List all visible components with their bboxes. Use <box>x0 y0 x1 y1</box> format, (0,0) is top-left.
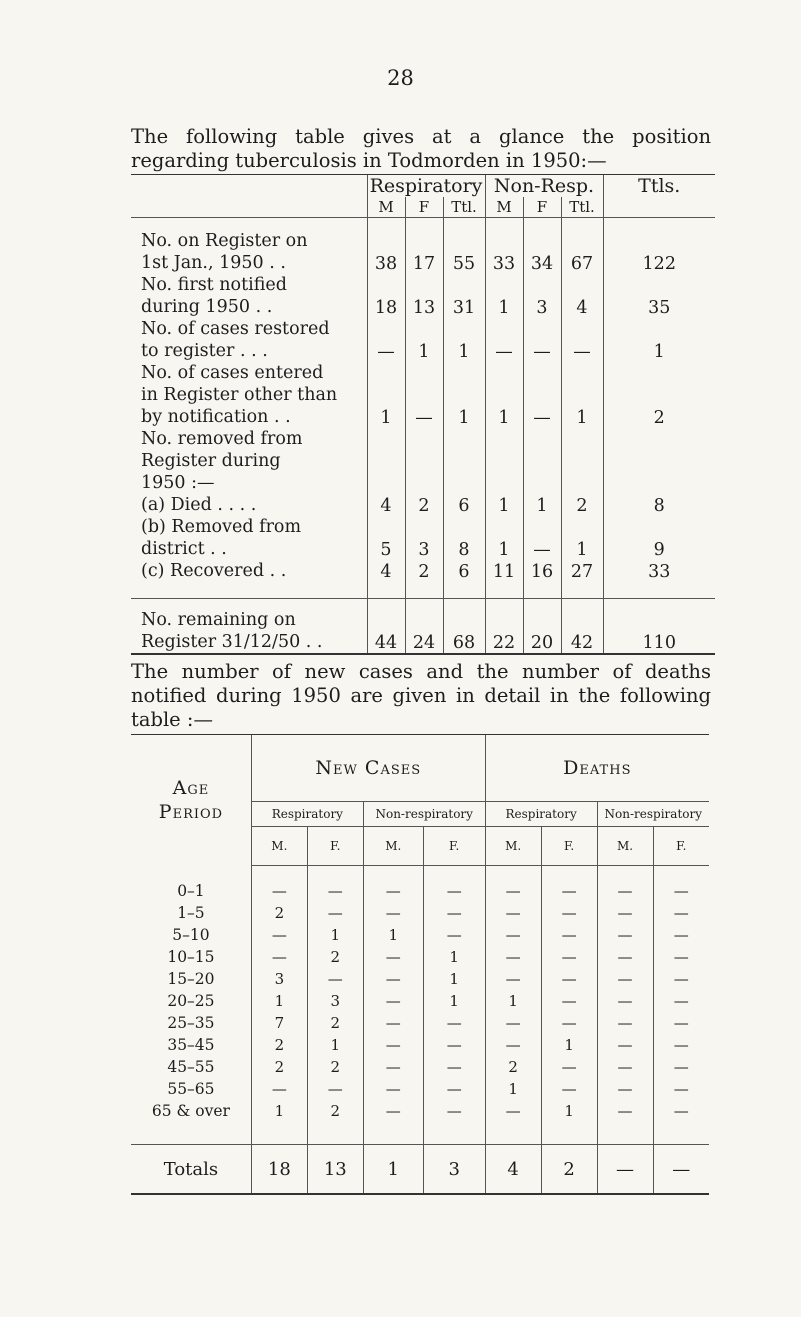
value-cell: 1 <box>485 362 523 428</box>
row-label-line: Register during <box>141 451 281 471</box>
row-label <box>131 274 367 318</box>
count-cell: — <box>541 924 597 946</box>
header-new-cases: New Cases <box>251 735 485 802</box>
count-cell: — <box>423 1078 485 1100</box>
value-cell: 4 <box>367 494 405 516</box>
count-cell: — <box>597 1078 653 1100</box>
spacer-cell <box>523 582 561 598</box>
count-cell: 2 <box>307 1056 363 1078</box>
spacer-cell <box>131 1122 251 1145</box>
count-cell: — <box>597 902 653 924</box>
row-label-line: No. of cases restored <box>141 319 330 339</box>
totals-cell: 1 <box>363 1145 423 1195</box>
spacer-cell <box>443 582 485 598</box>
spacer-cell <box>363 1122 423 1145</box>
spacer-cell <box>597 1122 653 1145</box>
spacer-cell <box>653 1122 709 1145</box>
sex-header: F. <box>307 827 363 866</box>
count-cell: — <box>485 1034 541 1056</box>
row-label-line: (c) Recovered . . <box>141 561 287 581</box>
age-cell: 15–20 <box>167 970 215 988</box>
value-cell: — <box>523 516 561 560</box>
value-cell <box>603 428 715 494</box>
totals-row <box>131 1145 709 1195</box>
count-cell: — <box>597 1100 653 1122</box>
count-cell: — <box>541 1056 597 1078</box>
totals-cell: — <box>653 1145 709 1195</box>
count-cell: — <box>251 946 307 968</box>
register-rows <box>131 218 715 599</box>
value-cell: 27 <box>561 560 603 582</box>
row-label-line: No. first notified <box>141 275 287 295</box>
count-cell: — <box>541 902 597 924</box>
age-cell: 35–45 <box>167 1036 215 1054</box>
count-cell: 2 <box>307 1012 363 1034</box>
row-label <box>131 428 367 494</box>
count-cell: 1 <box>423 990 485 1012</box>
value-cell: 2 <box>603 362 715 428</box>
row-label <box>131 318 367 362</box>
row-label-line: 1st Jan., 1950 . . <box>141 253 286 273</box>
count-cell: — <box>653 902 709 924</box>
subgroup-new-respiratory: Respiratory <box>251 802 363 827</box>
row-label-line: district . . <box>141 539 227 559</box>
count-cell: — <box>363 866 423 903</box>
spacer-cell <box>251 1122 307 1145</box>
value-cell: 34 <box>523 218 561 275</box>
value-cell <box>405 428 443 494</box>
row-label-line: No. on Register on <box>141 231 308 251</box>
count-cell: — <box>541 946 597 968</box>
age-row <box>131 946 709 968</box>
value-cell: 4 <box>367 560 405 582</box>
count-cell: — <box>597 866 653 903</box>
row-label-line: 1950 :— <box>141 473 215 493</box>
count-cell: — <box>653 1100 709 1122</box>
row-label-line: in Register other than <box>141 385 338 405</box>
sex-header: M. <box>251 827 307 866</box>
count-cell: — <box>597 990 653 1012</box>
count-cell: 2 <box>251 902 307 924</box>
header-totals: Ttls. <box>603 175 715 218</box>
count-cell: — <box>423 1100 485 1122</box>
totals-cell: 2 <box>541 1145 597 1195</box>
count-cell: 7 <box>251 1012 307 1034</box>
subheader-resp-f: F <box>405 197 443 218</box>
register-row <box>131 362 715 428</box>
tuberculosis-register-table <box>131 174 715 655</box>
value-cell: 9 <box>603 516 715 560</box>
age-row <box>131 866 709 903</box>
row-label <box>131 560 367 582</box>
register-row <box>131 218 715 275</box>
value-cell: 8 <box>603 494 715 516</box>
sex-header: M. <box>485 827 541 866</box>
count-cell: — <box>541 1078 597 1100</box>
count-cell: — <box>653 990 709 1012</box>
value-cell: 3 <box>523 274 561 318</box>
count-cell: — <box>485 1012 541 1034</box>
header-non-resp: Non-Resp. <box>485 175 603 198</box>
value-cell: 2 <box>405 494 443 516</box>
value-cell: 122 <box>603 218 715 275</box>
count-cell: — <box>423 866 485 903</box>
spacer-row <box>131 582 715 598</box>
count-cell: 1 <box>423 968 485 990</box>
count-cell: — <box>363 968 423 990</box>
value-cell: 1 <box>485 494 523 516</box>
count-cell: — <box>597 1056 653 1078</box>
spacer-cell <box>131 582 367 598</box>
row-label <box>131 362 367 428</box>
value-cell <box>485 428 523 494</box>
age-cell: 55–65 <box>167 1080 215 1098</box>
count-cell: — <box>363 1012 423 1034</box>
value-cell: 13 <box>405 274 443 318</box>
value-cell: 110 <box>603 598 715 654</box>
value-cell: 5 <box>367 516 405 560</box>
age-row <box>131 1034 709 1056</box>
value-cell: 6 <box>443 494 485 516</box>
count-cell: — <box>597 946 653 968</box>
count-cell: — <box>307 1078 363 1100</box>
age-period-header <box>131 735 251 866</box>
count-cell: 1 <box>307 924 363 946</box>
count-cell: 1 <box>251 1100 307 1122</box>
value-cell: 1 <box>405 318 443 362</box>
spacer-cell <box>307 1122 363 1145</box>
value-cell: 42 <box>561 598 603 654</box>
subheader-nonresp-f: F <box>523 197 561 218</box>
count-cell: — <box>363 902 423 924</box>
value-cell: — <box>523 318 561 362</box>
count-cell: — <box>541 866 597 903</box>
row-label-line: to register . . . <box>141 341 268 361</box>
subheader-resp-m: M <box>367 197 405 218</box>
count-cell: — <box>541 990 597 1012</box>
row-label <box>131 494 367 516</box>
count-cell: 2 <box>251 1034 307 1056</box>
register-row <box>131 428 715 494</box>
age-row <box>131 902 709 924</box>
value-cell: — <box>485 318 523 362</box>
count-cell: — <box>251 924 307 946</box>
count-cell: 2 <box>307 1100 363 1122</box>
value-cell <box>523 428 561 494</box>
age-cell: 5–10 <box>172 926 210 944</box>
row-label <box>131 218 367 275</box>
register-row <box>131 318 715 362</box>
count-cell: — <box>485 924 541 946</box>
subheader-resp-ttl: Ttl. <box>443 197 485 218</box>
count-cell: 1 <box>541 1100 597 1122</box>
subheader-nonresp-ttl: Ttl. <box>561 197 603 218</box>
value-cell: 24 <box>405 598 443 654</box>
spacer-cell <box>485 582 523 598</box>
totals-cell: — <box>597 1145 653 1195</box>
age-header-line-2: Period <box>158 801 224 824</box>
row-label-line: No. removed from <box>141 429 303 449</box>
age-row <box>131 1100 709 1122</box>
value-cell: 38 <box>367 218 405 275</box>
value-cell: 1 <box>561 362 603 428</box>
value-cell: 2 <box>561 494 603 516</box>
age-header-line-1: Age <box>172 777 210 800</box>
age-row <box>131 924 709 946</box>
row-label-line: No. of cases entered <box>141 363 324 383</box>
count-cell: — <box>363 1100 423 1122</box>
row-label-line: No. remaining on <box>141 609 296 630</box>
remaining-row <box>131 598 715 654</box>
value-cell: 1 <box>367 362 405 428</box>
count-cell: — <box>597 924 653 946</box>
count-cell: — <box>541 1012 597 1034</box>
value-cell: 67 <box>561 218 603 275</box>
subheader-nonresp-m: M <box>485 197 523 218</box>
count-cell: 1 <box>485 1078 541 1100</box>
count-cell: — <box>541 968 597 990</box>
value-cell: 1 <box>485 274 523 318</box>
value-cell: 2 <box>405 560 443 582</box>
sex-header: M. <box>363 827 423 866</box>
spacer-cell <box>561 582 603 598</box>
count-cell: — <box>307 866 363 903</box>
age-cell: 20–25 <box>167 992 215 1010</box>
value-cell: 8 <box>443 516 485 560</box>
row-label-line: during 1950 . . <box>141 297 273 317</box>
value-cell: 1 <box>561 516 603 560</box>
value-cell: 11 <box>485 560 523 582</box>
page-number: 28 <box>387 66 414 90</box>
sex-header: M. <box>597 827 653 866</box>
value-cell: 6 <box>443 560 485 582</box>
count-cell: 2 <box>251 1056 307 1078</box>
count-cell: — <box>363 1078 423 1100</box>
value-cell: 3 <box>405 516 443 560</box>
sex-header: F. <box>653 827 709 866</box>
count-cell: — <box>653 924 709 946</box>
age-row <box>131 1012 709 1034</box>
count-cell: 1 <box>541 1034 597 1056</box>
age-row <box>131 990 709 1012</box>
value-cell: 1 <box>443 362 485 428</box>
value-cell: 22 <box>485 598 523 654</box>
count-cell: — <box>597 968 653 990</box>
count-cell: — <box>597 1034 653 1056</box>
count-cell: 1 <box>251 990 307 1012</box>
sex-header: F. <box>541 827 597 866</box>
age-cell: 10–15 <box>167 948 215 966</box>
sex-header: F. <box>423 827 485 866</box>
value-cell: 33 <box>485 218 523 275</box>
count-cell: — <box>307 902 363 924</box>
totals-cell: 4 <box>485 1145 541 1195</box>
value-cell: 1 <box>485 516 523 560</box>
spacer-cell <box>603 582 715 598</box>
header-respiratory: Respiratory <box>367 175 485 198</box>
subgroup-deaths-non-respiratory: Non-respiratory <box>597 802 709 827</box>
count-cell: — <box>485 1100 541 1122</box>
row-label <box>131 598 367 654</box>
count-cell: — <box>653 866 709 903</box>
count-cell: — <box>423 1012 485 1034</box>
value-cell: — <box>561 318 603 362</box>
count-cell: — <box>485 968 541 990</box>
age-cell: 0–1 <box>177 881 205 900</box>
spacer-cell <box>541 1122 597 1145</box>
count-cell: — <box>653 1078 709 1100</box>
register-row <box>131 560 715 582</box>
header-deaths: Deaths <box>485 735 709 802</box>
count-cell: — <box>423 1056 485 1078</box>
value-cell: 16 <box>523 560 561 582</box>
intro-paragraph: The following table gives at a glance the position regarding tuberculosis in Todmorden in 1950:— <box>131 125 711 172</box>
spacer-cell <box>423 1122 485 1145</box>
value-cell: 18 <box>367 274 405 318</box>
count-cell: — <box>423 924 485 946</box>
register-row <box>131 274 715 318</box>
count-cell: — <box>251 1078 307 1100</box>
value-cell: 17 <box>405 218 443 275</box>
value-cell <box>561 428 603 494</box>
count-cell: — <box>653 1034 709 1056</box>
count-cell: — <box>485 946 541 968</box>
value-cell: 55 <box>443 218 485 275</box>
count-cell: 2 <box>307 946 363 968</box>
register-row <box>131 494 715 516</box>
spacer-cell <box>485 1122 541 1145</box>
spacer-cell <box>405 582 443 598</box>
value-cell: 31 <box>443 274 485 318</box>
count-cell: — <box>251 866 307 903</box>
totals-cell: 3 <box>423 1145 485 1195</box>
count-cell: 1 <box>485 990 541 1012</box>
spacer-cell <box>367 582 405 598</box>
value-cell: 68 <box>443 598 485 654</box>
age-row <box>131 1078 709 1100</box>
value-cell <box>443 428 485 494</box>
count-cell: 2 <box>485 1056 541 1078</box>
row-label-line: (b) Removed from <box>141 517 302 537</box>
count-cell: — <box>653 1056 709 1078</box>
count-cell: 1 <box>423 946 485 968</box>
age-cell: 25–35 <box>167 1014 215 1032</box>
row-label <box>131 516 367 560</box>
totals-label: Totals <box>131 1145 251 1195</box>
value-cell: 44 <box>367 598 405 654</box>
count-cell: — <box>485 866 541 903</box>
row-label-line: Register 31/12/50 . . <box>141 631 323 652</box>
count-cell: — <box>485 902 541 924</box>
count-cell: 3 <box>251 968 307 990</box>
subgroup-deaths-respiratory: Respiratory <box>485 802 597 827</box>
value-cell: — <box>523 362 561 428</box>
row-label-line: by notification . . <box>141 407 291 427</box>
register-row <box>131 516 715 560</box>
age-row <box>131 968 709 990</box>
value-cell: 1 <box>523 494 561 516</box>
value-cell: — <box>405 362 443 428</box>
register-final-row <box>131 598 715 654</box>
value-cell: 1 <box>603 318 715 362</box>
count-cell: — <box>423 902 485 924</box>
count-cell: — <box>363 990 423 1012</box>
count-cell: — <box>363 946 423 968</box>
value-cell: 35 <box>603 274 715 318</box>
value-cell <box>367 428 405 494</box>
totals-cell: 13 <box>307 1145 363 1195</box>
count-cell: — <box>363 1034 423 1056</box>
row-label-line: (a) Died . . . . <box>141 495 257 515</box>
age-cell: 1–5 <box>177 904 205 922</box>
value-cell: 20 <box>523 598 561 654</box>
count-cell: — <box>307 968 363 990</box>
subgroup-new-non-respiratory: Non-respiratory <box>363 802 485 827</box>
age-cell: 65 & over <box>151 1102 230 1120</box>
age-rows <box>131 866 709 1145</box>
count-cell: — <box>423 1034 485 1056</box>
count-cell: 1 <box>363 924 423 946</box>
corner-cell <box>131 175 367 218</box>
value-cell: 1 <box>443 318 485 362</box>
spacer-row <box>131 1122 709 1145</box>
count-cell: — <box>653 946 709 968</box>
count-cell: — <box>597 1012 653 1034</box>
new-cases-deaths-table <box>131 734 709 1195</box>
totals-cell: 18 <box>251 1145 307 1195</box>
value-cell: — <box>367 318 405 362</box>
count-cell: — <box>653 968 709 990</box>
count-cell: — <box>363 1056 423 1078</box>
value-cell: 4 <box>561 274 603 318</box>
age-row <box>131 1056 709 1078</box>
count-cell: — <box>653 1012 709 1034</box>
age-cell: 45–55 <box>167 1058 215 1076</box>
value-cell: 33 <box>603 560 715 582</box>
count-cell: 1 <box>307 1034 363 1056</box>
second-paragraph: The number of new cases and the number of deaths notified during 1950 are given in detail in the following table :— <box>131 660 711 731</box>
count-cell: 3 <box>307 990 363 1012</box>
